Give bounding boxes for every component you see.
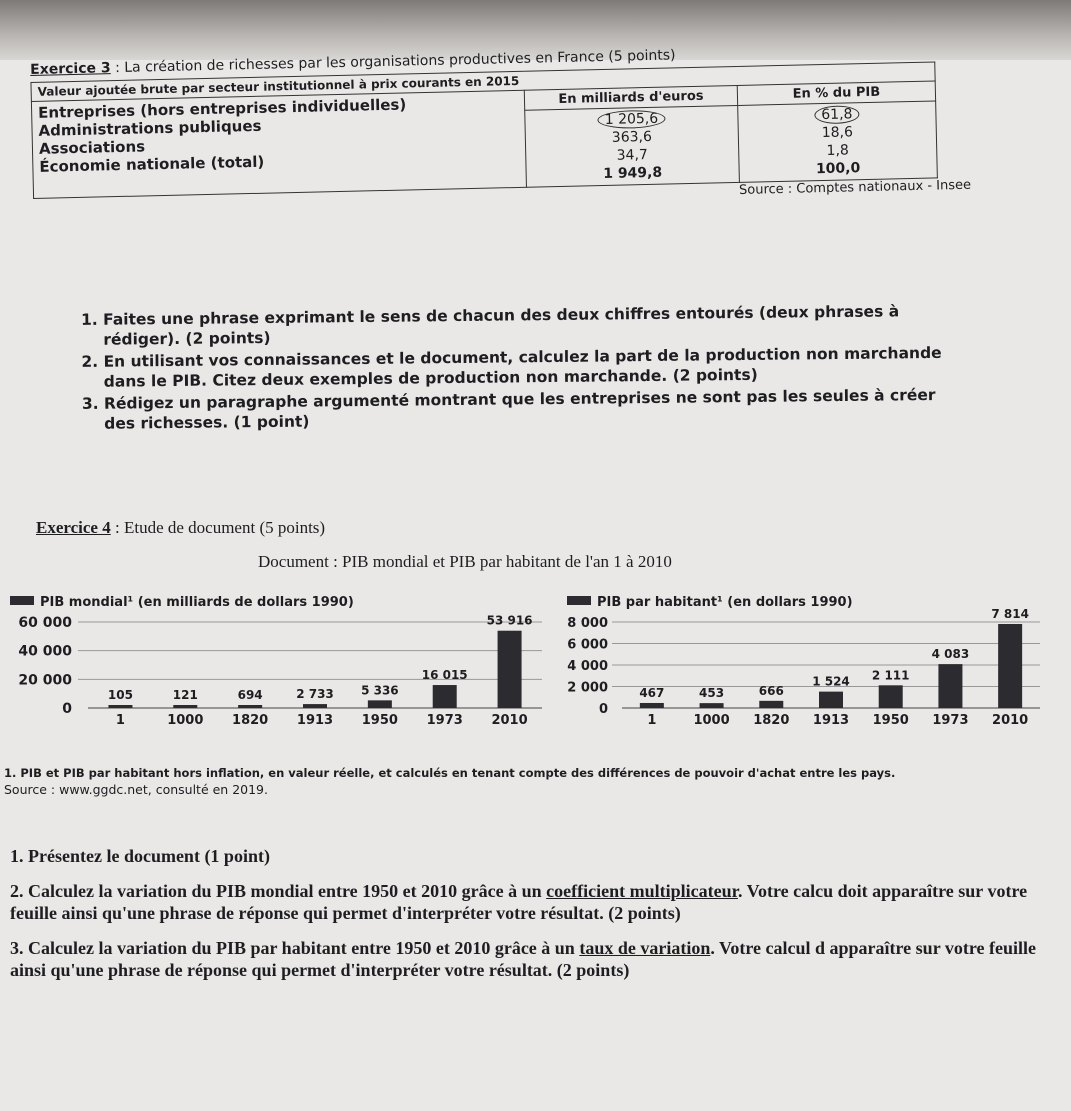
chart-1-xtick-label: 1973 xyxy=(426,713,463,728)
chart-2-bar xyxy=(879,685,903,708)
chart-1-xtick-label: 2010 xyxy=(491,713,528,728)
chart-1-bar xyxy=(173,705,197,708)
document-title: Document : PIB mondial et PIB par habitant de l'an 1 à 2010 xyxy=(258,552,672,571)
chart-2-title: PIB par habitant¹ (en dollars 1990) xyxy=(597,595,853,610)
chart-2-xtick-label: 2010 xyxy=(992,713,1029,728)
row-label-entreprises: Entreprises (hors entreprises individuelles) xyxy=(37,95,407,122)
chart-2-ytick-label: 4 000 xyxy=(567,659,608,674)
chart-1-data-label: 53 916 xyxy=(486,613,533,628)
exercise-4-questions xyxy=(10,845,1071,994)
chart-2-data-label: 4 083 xyxy=(931,647,970,662)
exercise-4-question-3 xyxy=(10,937,1071,981)
question-text: Calculez la variation du PIB mondial entre 1950 et 2010 grâce à un xyxy=(28,881,547,901)
chart-1-data-label: 121 xyxy=(172,688,198,702)
chart-2-bar xyxy=(700,703,724,708)
chart-2-ytick-label: 0 xyxy=(598,702,608,717)
chart-2-xtick-label: 1973 xyxy=(932,713,969,728)
chart-1-xtick-label: 1 xyxy=(115,713,125,728)
exercise-3-title-text: : La création de richesses par les organisations productives en France (5 points) xyxy=(110,47,676,77)
amount-column xyxy=(525,105,740,187)
question-text: . Votre calcu doit apparaître sur votre feuille ainsi qu'une phrase de réponse qui permet d'interpréter votre résultat. (2 points) xyxy=(10,881,1028,923)
chart-1-xtick-label: 1950 xyxy=(361,713,398,728)
exercise-4-title-text: : Etude de document (5 points) xyxy=(110,518,326,537)
amount-cell: 34,7 xyxy=(616,147,649,164)
chart-2-bar xyxy=(759,701,783,708)
charts-svg xyxy=(0,590,1071,760)
question-text: Calculez la variation du PIB par habitant entre 1950 et 2010 grâce à un xyxy=(28,938,580,958)
exercise-4-question-1 xyxy=(10,845,1071,867)
exercise-4-question-2 xyxy=(10,880,1071,924)
chart-2-ytick-label: 2 000 xyxy=(567,680,608,696)
chart-2-xtick-label: 1000 xyxy=(693,713,730,728)
chart-1-bar xyxy=(238,705,262,708)
chart-2-data-label: 2 111 xyxy=(871,668,910,683)
chart-1-data-label: 2 733 xyxy=(296,687,334,702)
chart-1-ytick-label: 60 000 xyxy=(18,615,72,631)
question-keyword: coefficient multiplicateur xyxy=(546,881,738,901)
chart-2-xtick-label: 1950 xyxy=(872,713,909,728)
chart-1-title: PIB mondial¹ (en milliards de dollars 1990) xyxy=(40,595,354,610)
circled-amount: 1 205,6 xyxy=(598,110,666,130)
table-subtitle: Valeur ajoutée brute par secteur institutionnel à prix courants en 2015 xyxy=(37,73,520,99)
exercise-3-source: Source : Comptes nationaux - Insee xyxy=(738,177,972,198)
chart-1-data-label: 5 336 xyxy=(361,683,399,698)
exercise-3-question-1: 1. Faites une phrase exprimant le sens de chacun des deux chiffres entourés (deux phrases à rédiger). (2 points) xyxy=(103,301,955,350)
question-text: Présentez le document (1 point) xyxy=(28,846,270,866)
chart-2-ytick-label: 6 000 xyxy=(567,637,608,653)
chart-2-xtick-label: 1 xyxy=(647,713,657,728)
chart-footnote: 1. PIB et PIB par habitant hors inflation, en valeur réelle, et calculés en tenant compte des différences de pouvoir d'achat entre les pays. xyxy=(4,766,896,780)
question-number: 2. xyxy=(10,881,24,901)
chart-1-ytick-label: 20 000 xyxy=(18,672,72,689)
question-text: . Votre calcul d apparaître sur votre feuille ainsi qu'une phrase de réponse qui permet d'interpréter votre résultat. (2 points) xyxy=(10,938,1036,980)
chart-1-legend-marker xyxy=(10,596,34,605)
chart-1-data-label: 694 xyxy=(237,688,263,702)
percent-column xyxy=(738,101,938,182)
chart-1-xtick-label: 1820 xyxy=(232,713,269,728)
chart-1-bar xyxy=(368,700,392,708)
exercise-3-question-2: 2. En utilisant vos connaissances et le document, calculez la part de la production non marchande dans le PIB. Citez deux exemples de production non marchande. (2 points) xyxy=(103,343,955,392)
chart-2-data-label: 453 xyxy=(699,686,725,701)
question-number: 3. xyxy=(10,938,24,958)
chart-1-ytick-label: 0 xyxy=(62,701,72,717)
chart-2-data-label: 467 xyxy=(639,685,665,700)
question-number: 1. xyxy=(10,846,24,866)
exercise-3-questions xyxy=(75,301,956,436)
chart-2-legend-marker xyxy=(567,596,591,605)
header-percent-text: En % du PIB xyxy=(792,84,881,102)
exercise-3-label: Exercice 3 xyxy=(30,60,111,78)
table-label-cell xyxy=(31,90,526,198)
chart-1-data-label: 105 xyxy=(107,688,133,702)
chart-1-bar xyxy=(303,704,327,708)
exercise-4-label: Exercice 4 xyxy=(36,518,111,537)
exercise-3 xyxy=(30,41,973,214)
row-label-total: Économie nationale (total) xyxy=(39,152,265,176)
chart-2-xtick-label: 1820 xyxy=(753,713,790,728)
exercise-3-question-3: 3. Rédigez un paragraphe argumenté montrant que les entreprises ne sont pas les seules à créer des richesses. (1 point) xyxy=(104,385,956,434)
chart-1-bar xyxy=(108,705,132,708)
chart-2-ytick-label: 8 000 xyxy=(567,616,608,631)
chart-source: Source : www.ggdc.net, consulté en 2019. xyxy=(4,782,268,797)
chart-1-data-label: 16 015 xyxy=(421,668,468,683)
chart-2-data-label: 7 814 xyxy=(991,606,1029,621)
percent-cell-total: 100,0 xyxy=(815,160,861,178)
circled-percent: 61,8 xyxy=(814,105,860,124)
percent-cell: 18,6 xyxy=(821,124,854,142)
row-label-associations: Associations xyxy=(38,137,146,158)
question-keyword: taux de variation xyxy=(579,938,711,958)
exercise-4-title xyxy=(36,518,325,538)
chart-2-data-label: 666 xyxy=(758,683,784,698)
chart-2-data-label: 1 524 xyxy=(812,674,850,689)
chart-1-xtick-label: 1913 xyxy=(296,713,334,728)
chart-1-bar xyxy=(498,631,522,708)
percent-cell: 1,8 xyxy=(826,142,850,159)
chart-2-bar xyxy=(938,664,962,708)
amount-cell-total: 1 949,8 xyxy=(603,164,663,183)
chart-2-bar xyxy=(998,624,1022,708)
chart-2-xtick-label: 1913 xyxy=(812,713,850,728)
chart-1-xtick-label: 1000 xyxy=(167,713,204,728)
row-label-administrations: Administrations publiques xyxy=(38,116,262,140)
chart-2-bar xyxy=(819,692,843,708)
charts-container xyxy=(0,590,1071,760)
header-amount-text: En milliards d'euros xyxy=(558,88,704,108)
value-added-table xyxy=(30,61,937,199)
chart-1-ytick-label: 40 000 xyxy=(18,643,72,660)
amount-cell: 363,6 xyxy=(611,128,653,146)
chart-2-bar xyxy=(640,703,664,708)
chart-1-bar xyxy=(433,685,457,708)
